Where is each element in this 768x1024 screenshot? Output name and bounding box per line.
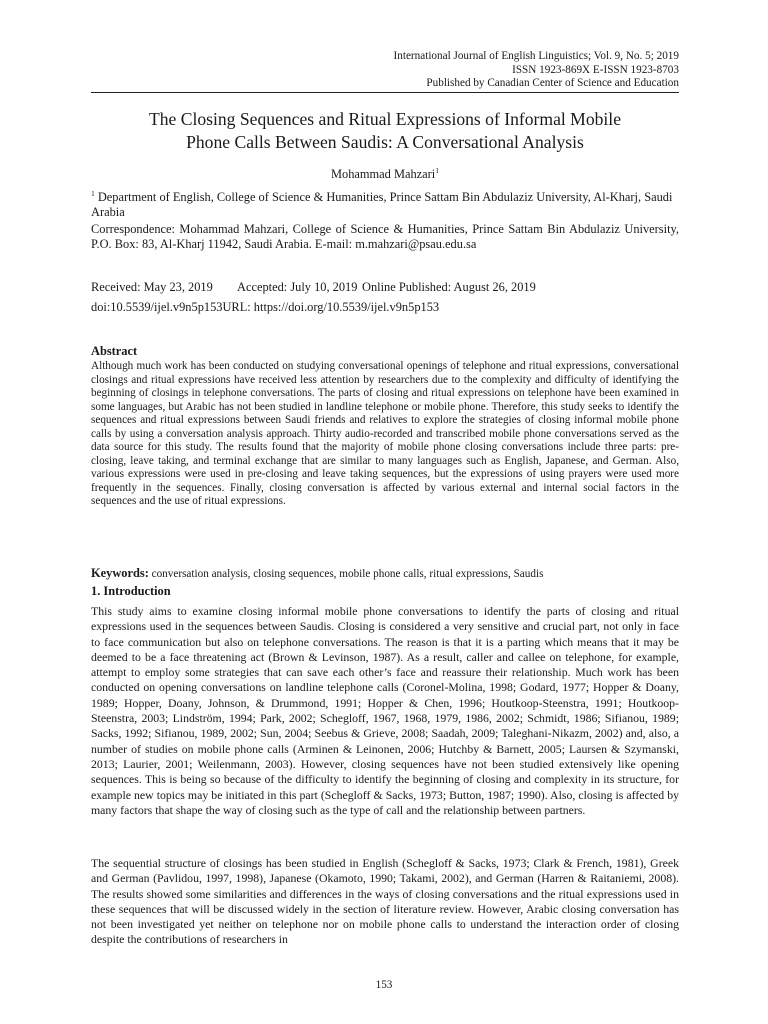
author-name: Mohammad Mahzari [330, 167, 436, 181]
journal-line: International Journal of English Linguistics; Vol. 9, No. 5; 2019 [393, 50, 679, 62]
doi-line [91, 300, 679, 315]
published-date: Online Published: August 26, 2019 [362, 280, 536, 294]
accepted-date: Accepted: July 10, 2019 [237, 280, 358, 294]
author [91, 167, 679, 182]
title-line-1: The Closing Sequences and Ritual Expressions of Informal Mobile [148, 109, 622, 129]
introduction-paragraph-1: This study aims to examine closing informal mobile phone conversations to identify the parts of closing and ritual expressions used in the sequences between Saudis. Closing is considered a very sensitive and crucial part, not only in face to face communication but also on telephone conversations. The reason is that it is a parting which means that it may be deemed to be a face threatening act (Brown & Levinson, 1987). As a result, caller and callee on telephone, for example, attempt to employ some strategies that can save each other’s face and reassure their relationship. Much work has been conducted on opening conversations on landline telephone calls (Coronel-Molina, 1998; Godard, 1977; Hopper & Doany, 1989; Hopper, Doany, Johnson, & Drummond, 1991; Hopper & Chen, 1996; Houtkoop-Steenstra, 1991; Houtkoop-Steenstra, 2003; Lindström, 1994; Park, 2002; Schegloff, 1967, 1968, 1979, 1986, 2002; Schmidt, 1986; Sifianou, 1989; Sacks, 1992; Sifianou, 1989, 2002; Sun, 2004; Seebus & Grieve, 2008; Saadah, 2009; Taleghani-Nikazm, 2002) and, also, a number of studies on mobile phone calls (Arminen & Leinonen, 2006; Hutchby & Barnett, 2005; Laursen & Szymanski, 2013; Laurier, 2001; Weilenmann, 2003). However, closing sequences have not been studied extensively like opening sequences. This is being so because of the difficulty to identify the beginning of closing and complexity in its structure, for example new topics may be initiated in this part (Schegloff & Sacks, 1973; Button, 1987; 1990). Also, closing is affected by many factors that shape the way of closing such as the type of call and the relationship between partners. [91, 604, 679, 817]
introduction-paragraph-2: The sequential structure of closings has been studied in English (Schegloff & Sacks, 1973; Clark & French, 1981), Greek and German (Pavlidou, 1997, 1998), Japanese (Okamoto, 1990; Takami, 2002), and German (Harren & Raitaniemi, 2008). The results showed some similarities and differences in the ways of closing conversations and the ritual expressions used in these sequences that will be discussed widely in the section of literature review. However, Arabic closing conversation has not been investigated yet neither on telephone nor on mobile phone calls to understand the interaction order of closing despite the contributions of researchers in [91, 856, 679, 947]
title-line-2: Phone Calls Between Saudis: A Conversational Analysis [186, 132, 584, 152]
dates-line [91, 280, 679, 295]
paper-title [91, 108, 679, 154]
affiliation [91, 190, 679, 221]
doi-text: doi:10.5539/ijel.v9n5p153 [91, 300, 223, 314]
doi-url-link[interactable]: URL: https://doi.org/10.5539/ijel.v9n5p153 [222, 300, 440, 314]
introduction-heading: 1. Introduction [91, 584, 171, 598]
issn-line: ISSN 1923-869X E-ISSN 1923-8703 [512, 63, 679, 76]
journal-header [394, 50, 679, 91]
abstract-heading: Abstract [91, 344, 138, 358]
keywords-label: Keywords: [91, 566, 149, 580]
correspondence: Correspondence: Mohammad Mahzari, College of Science & Humanities, Prince Sattam Bin Abdulaziz University, P.O. Box: 83, Al-Kharj 11942, Saudi Arabia. E-mail: m.mahzari@psau.edu.sa [91, 222, 679, 252]
affiliation-text: Department of English, College of Science & Humanities, Prince Sattam Bin Abdulaziz University, Al-Kharj, Saudi Arabia [91, 190, 673, 220]
page-number: 153 [375, 979, 393, 991]
keywords [91, 566, 679, 581]
abstract-text: Although much work has been conducted on studying conversational openings of telephone and ritual expressions, conversational closings and ritual expressions have received less attention by researchers due to the complexity and difficulty of identifying the beginning of closings in telephone conversations. The parts of closing and ritual expressions on telephone have been examined in some languages, but Arabic has not been studied in landline telephone or mobile phone. Therefore, this study seeks to identify the sequences and ritual expressions between Saudi friends and relatives to explore the strategies of closing informal mobile phone calls by using a conversation analysis approach. Thirty audio-recorded and transcribed mobile phone conversations served as the data source for this study. The results found that the majority of mobile phone closing conversations include three parts: pre-closing, leave taking, and terminal exchange that are similar to many languages such as English, Japanese, and German. Also, various expressions were used in pre-closing and leave taking sequences, but the expressions of using prayers were used more frequently in the sequences. Finally, closing conversation is affected by various external and internal social factors in the sequences and the use of ritual expressions. [91, 360, 679, 508]
header-rule [91, 92, 679, 93]
author-mark: 1 [435, 166, 439, 175]
affiliation-mark: 1 [91, 189, 95, 198]
received-date: Received: May 23, 2019 [91, 280, 213, 294]
keywords-text: conversation analysis, closing sequences, mobile phone calls, ritual expressions, Saudis [151, 568, 544, 580]
publisher-line: Published by Canadian Center of Science and Education [426, 77, 679, 90]
